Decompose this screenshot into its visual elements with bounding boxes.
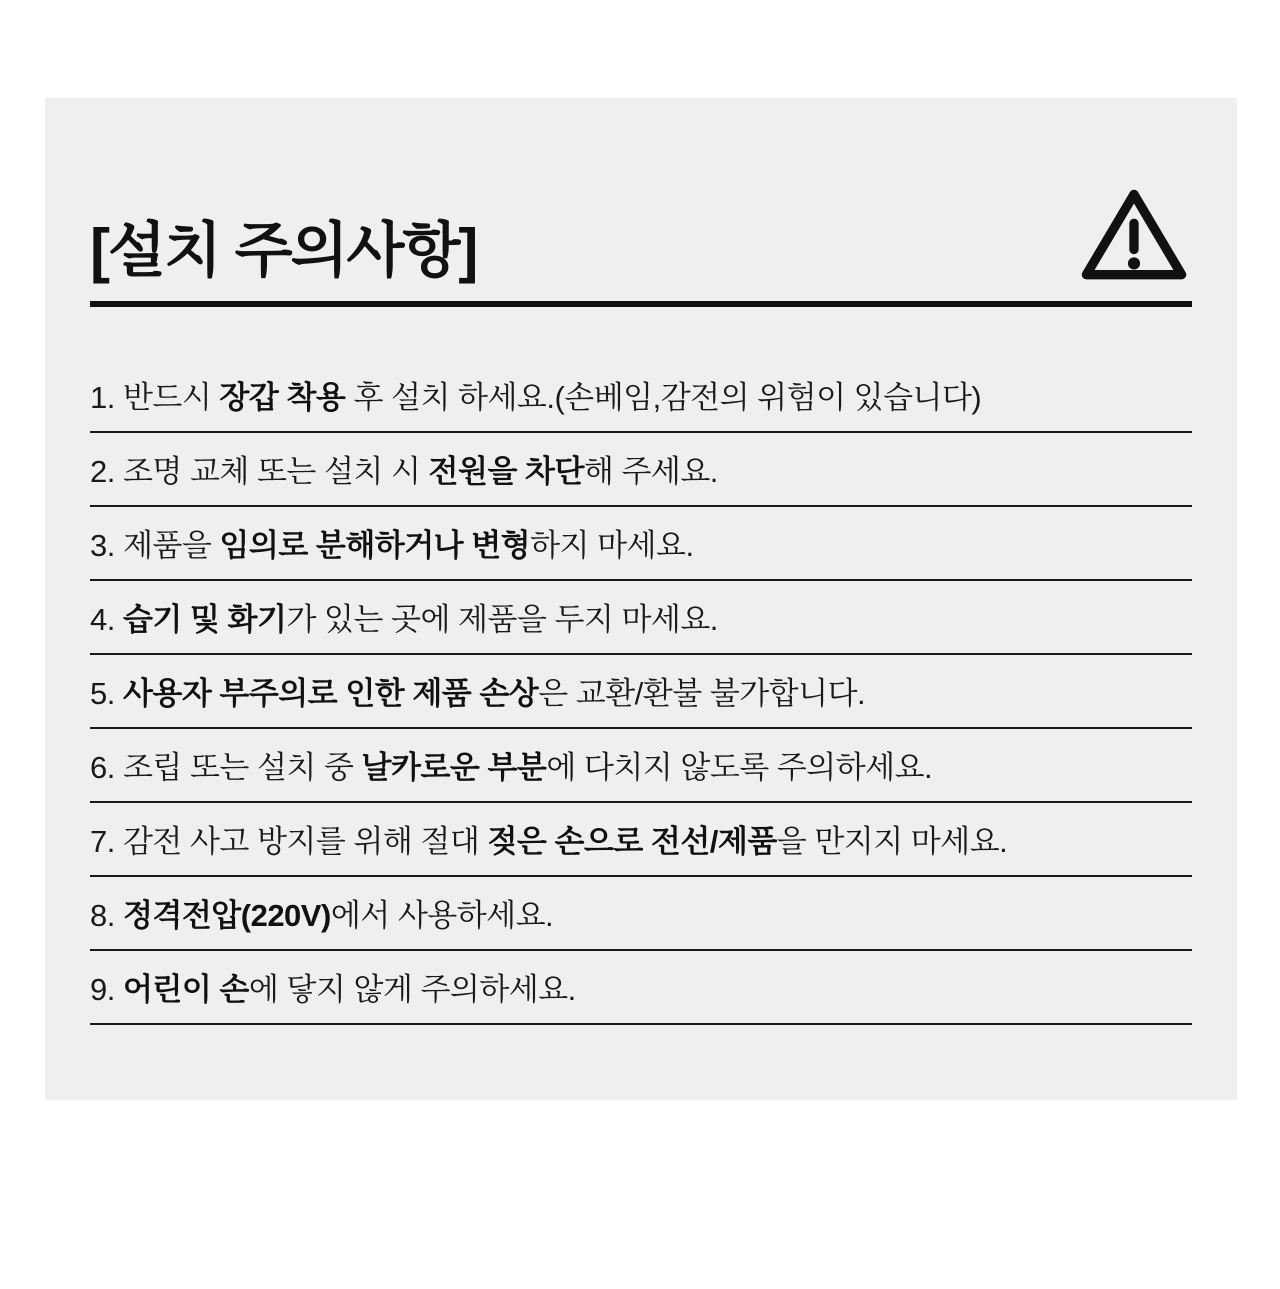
- warning-triangle-icon: [1078, 186, 1190, 284]
- item-text-post: 에 닿지 않게 주의하세요.: [248, 972, 576, 1007]
- item-text-bold: 장갑 착용: [219, 380, 346, 415]
- item-text-bold: 정격전압(220V): [122, 898, 331, 933]
- item-text-bold: 임의로 분해하거나 변형: [219, 528, 531, 563]
- list-item: [90, 951, 1192, 1025]
- item-text-bold: 날카로운 부분: [361, 750, 547, 785]
- item-text-pre: 6. 조립 또는 설치 중: [90, 750, 362, 785]
- title-divider: [90, 301, 1192, 307]
- list-item: [90, 359, 1192, 433]
- precautions-panel: [45, 98, 1237, 1100]
- item-text-pre: 8.: [90, 898, 123, 933]
- item-text-post: 후 설치 하세요.(손베임,감전의 위험이 있습니다): [345, 380, 982, 415]
- item-text-pre: 7. 감전 사고 방지를 위해 절대: [90, 824, 488, 859]
- list-item: [90, 803, 1192, 877]
- list-item: [90, 729, 1192, 803]
- header: [90, 186, 1192, 284]
- item-text-post: 해 주세요.: [583, 454, 718, 489]
- item-text-pre: 9.: [90, 972, 123, 1007]
- item-text-pre: 2. 조명 교체 또는 설치 시: [90, 454, 429, 489]
- item-text-post: 에서 사용하세요.: [330, 898, 554, 933]
- item-text-pre: 3. 제품을: [90, 528, 220, 563]
- page-title: [설치 주의사항]: [90, 217, 477, 284]
- item-text-post: 가 있는 곳에 제품을 두지 마세요.: [286, 602, 718, 637]
- item-text-pre: 4.: [90, 602, 123, 637]
- item-text-post: 에 다치지 않도록 주의하세요.: [546, 750, 933, 785]
- item-text-bold: 사용자 부주의로 인한 제품 손상: [122, 676, 539, 711]
- list-item: [90, 581, 1192, 655]
- item-text-bold: 습기 및 화기: [122, 602, 287, 637]
- item-text-post: 을 만지지 마세요.: [776, 824, 1008, 859]
- item-text-bold: 전원을 차단: [428, 454, 584, 489]
- item-text-pre: 5.: [90, 676, 123, 711]
- item-text-bold: 어린이 손: [122, 972, 249, 1007]
- list-item: [90, 655, 1192, 729]
- precautions-list: [90, 359, 1192, 1025]
- item-text-post: 은 교환/환불 불가합니다.: [538, 676, 866, 711]
- list-item: [90, 877, 1192, 951]
- item-text-pre: 1. 반드시: [90, 380, 220, 415]
- list-item: [90, 507, 1192, 581]
- item-text-post: 하지 마세요.: [530, 528, 694, 563]
- list-item: [90, 433, 1192, 507]
- item-text-bold: 젖은 손으로 전선/제품: [487, 824, 777, 859]
